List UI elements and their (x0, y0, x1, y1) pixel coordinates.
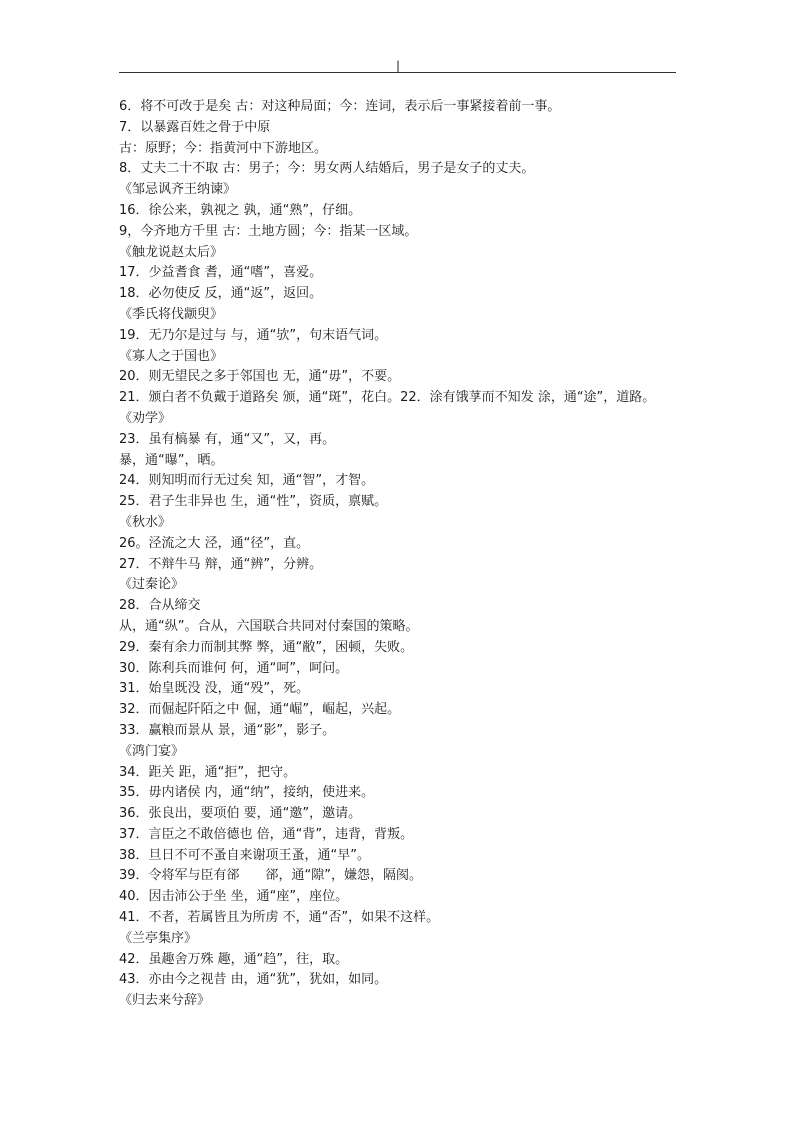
text-line: 30．陈利兵而谁何 何，通“呵”，呵问。 (119, 660, 349, 676)
text-line: 37．言臣之不敢倍德也 倍，通“背”，违背，背叛。 (119, 826, 414, 842)
text-line: 28．合从缔交 (119, 598, 201, 614)
text-line: 7．以暴露百姓之骨于中原 (119, 119, 271, 135)
text-line: 35．毋内诸侯 内，通“纳”，接纳，使进来。 (119, 785, 375, 801)
text-line: 26。泾流之大 泾，通“径”，直。 (119, 535, 310, 551)
text-line: 33．赢粮而景从 景，通“影”，影子。 (119, 722, 336, 738)
text-line: 23．虽有槁暴 有，通“又”，又，再。 (119, 431, 336, 447)
text-line: 25．君子生非异也 生，通“性”，资质，禀赋。 (119, 494, 388, 510)
section-title: 《归去来兮辞》 (119, 993, 211, 1009)
text-line: 从，通“纵”。合从，六国联合共同对付秦国的策略。 (119, 618, 419, 634)
section-title: 《过秦论》 (119, 577, 185, 593)
section-title: 《秋水》 (119, 514, 172, 530)
text-line: 古：原野；今：指黄河中下游地区。 (119, 140, 328, 156)
section-title: 《触龙说赵太后》 (119, 244, 224, 260)
text-line: 18．必勿使反 反，通“返”，返回。 (119, 286, 323, 302)
text-line: 42．虽趣舍万殊 趣，通“趋”，往，取。 (119, 951, 349, 967)
text-line: 39．令将军与臣有郤 郤，通“隙”，嫌怨，隔阂。 (119, 868, 423, 884)
text-line: 43．亦由今之视昔 由，通“犹”，犹如，如同。 (119, 972, 388, 988)
text-line: 41．不者，若属皆且为所虏 不，通“否”，如果不这样。 (119, 910, 440, 926)
text-line: 31．始皇既没 没，通“殁”，死。 (119, 681, 310, 697)
text-line: 21．颁白者不负戴于道路矣 颁，通“斑”，花白。22．涂有饿莩而不知发 涂，通“途”，道路。 (119, 390, 656, 406)
text-line: 暴，通“曝”，晒。 (119, 452, 224, 468)
text-line: 17．少益耆食 耆，通“嗜”，喜爱。 (119, 265, 323, 281)
text-line: 34．距关 距，通“拒”，把守。 (119, 764, 297, 780)
text-line: 38．旦日不可不蚤自来谢项王蚤，通“早”。 (119, 847, 371, 863)
section-title: 《寡人之于国也》 (119, 348, 224, 364)
text-line: 24．则知明而行无过矣 知，通“智”，才智。 (119, 473, 375, 489)
section-title: 《鸿门宴》 (119, 743, 185, 759)
header-rule (119, 72, 676, 73)
text-line: 29．秦有余力而制其弊 弊，通“敝”，困顿，失败。 (119, 639, 414, 655)
section-title: 《邹忌讽齐王纳谏》 (119, 182, 237, 198)
text-line: 20．则无望民之多于邻国也 无，通“毋”，不要。 (119, 369, 401, 385)
text-line: 8．丈夫二十不取 古：男子；今：男女两人结婚后，男子是女子的丈夫。 (119, 161, 535, 177)
text-line: 40．因击沛公于坐 坐，通“座”，座位。 (119, 889, 349, 905)
text-line: 19．无乃尔是过与 与，通“欤”，句末语气词。 (119, 327, 388, 343)
text-line: 36．张良出，要项伯 要，通“邀”，邀请。 (119, 806, 362, 822)
text-line: 27．不辩牛马 辩，通“辨”，分辨。 (119, 556, 323, 572)
text-line: 16．徐公来，孰视之 孰，通“熟”，仔细。 (119, 202, 362, 218)
document-body (119, 97, 739, 1012)
text-line: 9，今齐地方千里 古：土地方圆；今：指某一区域。 (119, 223, 418, 239)
section-title: 《兰亭集序》 (119, 930, 198, 946)
text-line: 6．将不可改于是矣 古：对这种局面；今：连词，表示后一事紧接着前一事。 (119, 99, 561, 114)
section-title: 《劝学》 (119, 410, 172, 426)
text-line: 32．而倔起阡陌之中 倔，通“崛”，崛起，兴起。 (119, 702, 401, 718)
section-title: 《季氏将伐颛臾》 (119, 306, 224, 322)
header-mark: | (396, 59, 401, 73)
